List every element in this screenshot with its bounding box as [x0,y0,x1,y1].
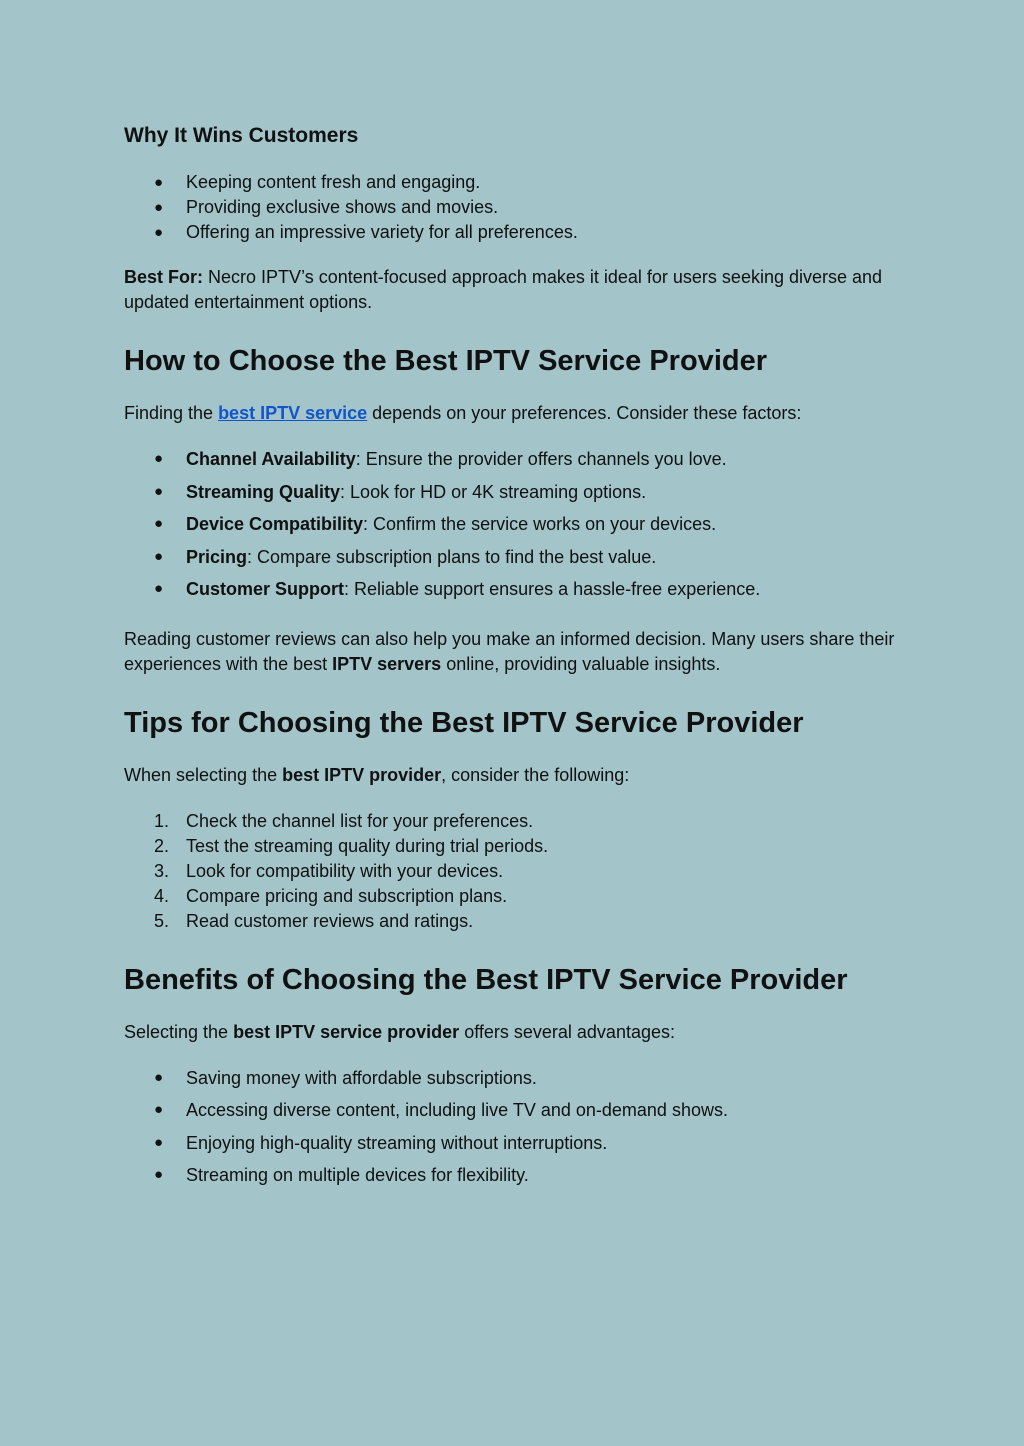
factors-list [124,443,904,606]
list-item [124,884,904,909]
intro-text: depends on your preferences. Consider these factors: [367,403,802,423]
how-to-choose-heading: How to Choose the Best IPTV Service Provider [124,345,767,377]
factor-term: Channel Availability [186,449,356,469]
factor-term: Customer Support [186,579,345,599]
list-item: ● Enjoying high-quality streaming without interruptions. [124,1127,904,1160]
list-item [124,834,904,859]
list-number: 1. [154,810,170,831]
document-content [124,120,904,1192]
step-text: Compare pricing and subscription plans. [186,885,508,906]
best-for-text: Necro IPTV’s content-focused approach makes it ideal for users seeking diverse and updated entertainment options. [124,267,883,312]
list-number: 3. [154,860,170,881]
why-it-wins-heading: Why It Wins Customers [124,124,359,147]
step-text: Check the channel list for your preferences. [186,810,534,831]
intro-text: , consider the following: [441,764,630,785]
factor-term: Pricing [186,546,248,567]
list-item: ● Offering an impressive variety for all preferences. [124,220,904,245]
list-item: ● Accessing diverse content, including live TV and on-demand shows. [124,1094,904,1127]
list-item [124,859,904,884]
benefits-list [124,1062,904,1192]
list-item [124,909,904,934]
intro-text: Selecting the [124,1021,234,1042]
list-item [124,541,904,574]
tips-list [124,809,904,934]
factor-text: : Ensure the provider offers channels you love. [355,449,727,469]
step-text: Look for compatibility with your devices. [186,860,504,881]
benefits-intro [124,1020,904,1045]
list-item: ● Saving money with affordable subscriptions. [124,1062,904,1095]
factor-text: : Compare subscription plans to find the best value. [247,546,657,567]
list-item: ● Streaming on multiple devices for flexibility. [124,1159,904,1192]
best-for-label: Best For: [124,267,204,287]
intro-text: Finding the [124,403,219,423]
intro-text: When selecting the [124,764,283,785]
factor-text: : Look for HD or 4K streaming options. [340,481,647,502]
factor-text: : Confirm the service works on your devices. [363,514,717,534]
reviews-paragraph [124,627,904,677]
best-iptv-service-link[interactable]: best IPTV service [218,403,368,423]
list-item [124,809,904,834]
list-number: 2. [154,835,170,856]
list-number: 4. [154,885,170,906]
factor-text: : Reliable support ensures a hassle-free experience. [344,579,761,599]
bold-text: IPTV servers [332,653,442,674]
bold-text: best IPTV service provider [233,1021,460,1042]
factor-term: Device Compatibility [186,514,364,534]
why-it-wins-list [124,170,904,245]
list-number: 5. [154,910,170,931]
step-text: Test the streaming quality during trial periods. [186,835,549,856]
intro-text: offers several advantages: [459,1021,675,1042]
bold-text: best IPTV provider [282,764,442,785]
paragraph-text: online, providing valuable insights. [441,653,721,674]
list-item: ● Providing exclusive shows and movies. [124,195,904,220]
step-text: Read customer reviews and ratings. [186,910,474,931]
paragraph-text: Reading customer reviews can also help you make an informed decision. Many users share their experiences with the best [124,628,895,674]
benefits-heading: Benefits of Choosing the Best IPTV Service Provider [124,963,848,996]
list-item [124,443,904,476]
list-item: ● Keeping content fresh and engaging. [124,170,904,195]
list-item [124,476,904,509]
tips-intro [124,763,904,788]
how-to-choose-intro [124,401,904,426]
list-item [124,573,904,606]
factor-term: Streaming Quality [186,481,341,502]
tips-heading: Tips for Choosing the Best IPTV Service Provider [124,706,804,739]
list-item [124,508,904,541]
best-for-paragraph [124,265,904,315]
